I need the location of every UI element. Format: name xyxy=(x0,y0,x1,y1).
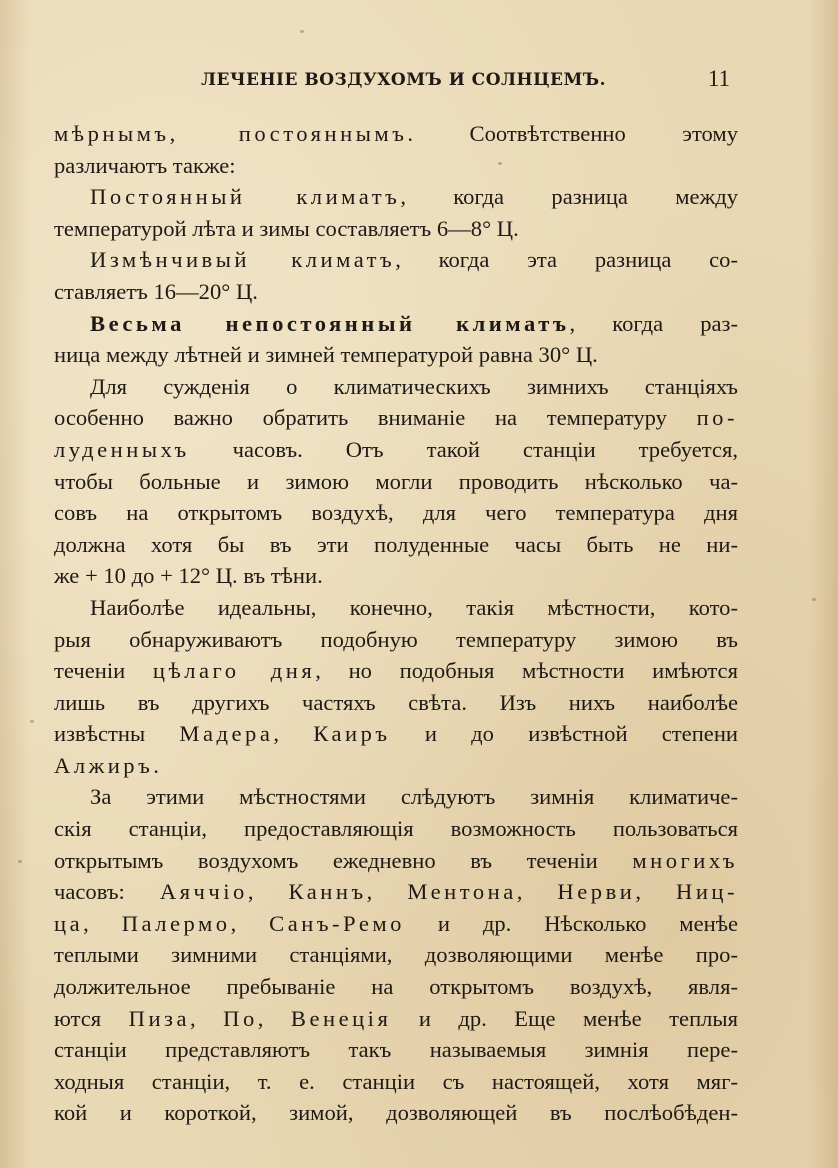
text-line: Постоянный климатъ, когда разница между xyxy=(90,184,738,210)
page-number: 11 xyxy=(707,66,730,91)
text-line: различаютъ также: xyxy=(54,152,236,178)
text-line: теченіи цѣлаго дня, но подобныя мѣстности имѣются xyxy=(54,658,738,684)
text-line: ница между лѣтней и зимней температурой равна 30° Ц. xyxy=(54,342,598,368)
text-line: Алжиръ. xyxy=(54,752,159,778)
text-line: кой и короткой, зимой, дозволяющей въ послѣобѣден- xyxy=(54,1100,738,1126)
body-text xyxy=(54,118,738,1129)
text-line: рыя обнаруживаютъ подобную температуру зимою въ xyxy=(54,626,738,652)
paper-speck xyxy=(18,860,22,863)
text-line: Весьма непостоянный климатъ, когда раз- xyxy=(90,310,738,336)
running-title: ЛЕЧЕНІЕ ВОЗДУХОМЪ И СОЛНЦЕМЪ. xyxy=(201,70,607,90)
text-line: совъ на открытомъ воздухѣ, для чего температура дня xyxy=(54,500,738,526)
text-line: луденныхъ часовъ. Отъ такой станціи требуется, xyxy=(54,436,738,462)
paper-speck xyxy=(30,720,34,723)
page-header xyxy=(56,64,738,96)
text-line: Наиболѣе идеальны, конечно, такія мѣстности, кото- xyxy=(90,594,738,620)
paper-speck xyxy=(812,598,816,601)
text-line: Измѣнчивый климатъ, когда эта разница со- xyxy=(90,247,739,273)
text-line: открытымъ воздухомъ ежедневно въ теченіи многихъ xyxy=(54,847,738,873)
text-line: часовъ: Аяччіо, Каннъ, Ментона, Нерви, Ниц- xyxy=(54,879,739,905)
paper-speck xyxy=(498,162,502,165)
paper-speck xyxy=(300,30,304,33)
text-line: Для сужденія о климатическихъ зимнихъ станціяхъ xyxy=(90,373,738,399)
text-line: ца, Палермо, Санъ-Ремо и др. Нѣсколько менѣе xyxy=(54,910,738,936)
text-line: извѣстны Мадера, Каиръ и до извѣстной степени xyxy=(54,721,739,747)
text-line: особенно важно обратить вниманіе на температуру по- xyxy=(54,405,738,431)
text-line: температурой лѣта и зимы составляетъ 6—8° Ц. xyxy=(54,215,519,241)
text-line: ставляетъ 16—20° Ц. xyxy=(54,278,258,304)
text-line: скія станціи, предоставляющія возможность пользоваться xyxy=(54,816,738,842)
text-line: теплыми зимними станціями, дозволяющими менѣе про- xyxy=(54,942,738,968)
text-line: ются Пиза, По, Венеція и др. Еще менѣе теплыя xyxy=(54,1005,739,1031)
text-line: станціи представляютъ такъ называемыя зимнія пере- xyxy=(54,1037,738,1063)
text-line: лишь въ другихъ частяхъ свѣта. Изъ нихъ наиболѣе xyxy=(54,689,738,715)
text-line: чтобы больные и зимою могли проводить нѣсколько ча- xyxy=(54,468,738,494)
text-line: За этими мѣстностями слѣдуютъ зимнія климатиче- xyxy=(90,784,738,810)
text-line: мѣрнымъ, постояннымъ. Соотвѣтственно этому xyxy=(54,121,739,146)
text-line: должна хотя бы въ эти полуденные часы быть не ни- xyxy=(54,531,738,557)
text-line: ходныя станціи, т. е. станціи съ настоящей, хотя мяг- xyxy=(54,1068,738,1094)
text-line: должительное пребываніе на открытомъ воздухѣ, явля- xyxy=(54,974,738,1000)
text-line: же + 10 до + 12° Ц. въ тѣни. xyxy=(54,563,323,589)
